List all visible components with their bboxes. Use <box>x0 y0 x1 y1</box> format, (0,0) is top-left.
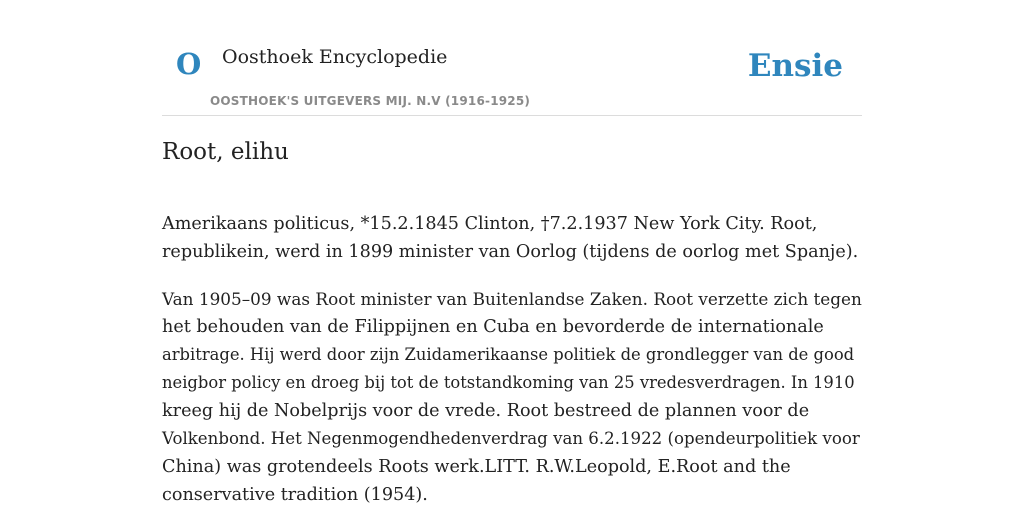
entry-paragraph-2 <box>162 285 862 509</box>
source-publisher: OOSTHOEK'S UITGEVERS MIJ. N.V (1916-1925) <box>210 94 531 108</box>
paragraph-line: neigbor policy en droeg bij tot de totstandkoming van 25 vredesverdragen. In 1910 <box>162 372 855 392</box>
entry-title: Root, elihu <box>162 139 289 165</box>
paragraph-line: Van 1905–09 was Root minister van Buitenlandse Zaken. Root verzette zich tegen <box>162 288 862 309</box>
source-title-link[interactable]: Oosthoek Encyclopedie <box>222 46 448 68</box>
entry-paragraph-1 <box>162 210 862 266</box>
paragraph-line: republikein, werd in 1899 minister van Oorlog (tijdens de oorlog met Spanje). <box>162 241 859 262</box>
source-header <box>162 0 862 116</box>
paragraph-line: Amerikaans politicus, *15.2.1845 Clinton, †7.2.1937 New York City. Root, <box>162 213 818 234</box>
ensie-brand-logo[interactable]: Ensie <box>747 48 843 84</box>
paragraph-line: arbitrage. Hij werd door zijn Zuidamerikaanse politiek de grondlegger van de good <box>162 344 855 364</box>
source-logo-icon: O <box>176 47 202 81</box>
entry-card <box>162 0 862 505</box>
paragraph-line: Volkenbond. Het Negenmogendhedenverdrag van 6.2.1922 (opendeurpolitiek voor <box>162 428 860 448</box>
paragraph-line: het behouden van de Filippijnen en Cuba en bevorderde de internationale <box>162 316 824 337</box>
paragraph-line: China) was grotendeels Roots werk.LITT. R.W.Leopold, E.Root and the <box>162 456 791 477</box>
paragraph-line: conservative tradition (1954). <box>162 484 428 505</box>
paragraph-line: kreeg hij de Nobelprijs voor de vrede. Root bestreed de plannen voor de <box>162 400 810 421</box>
